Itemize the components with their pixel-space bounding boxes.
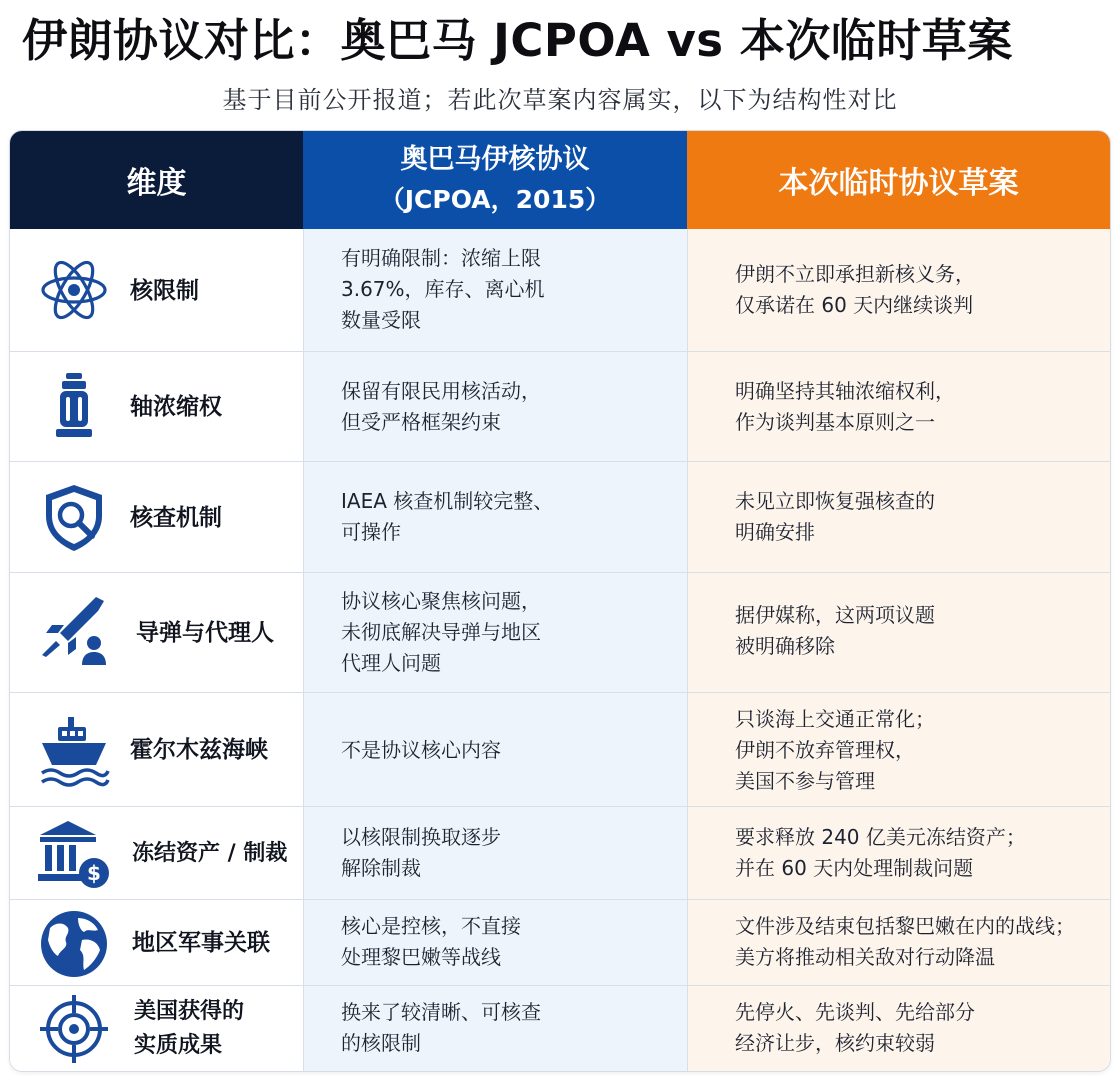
missile-person-icon <box>38 595 110 667</box>
jcpoa-text: 协议核心聚焦核问题， 未彻底解决导弹与地区 代理人问题 <box>341 589 541 675</box>
page-title: 伊朗协议对比：奥巴马 JCPOA vs 本次临时草案 <box>22 14 1013 67</box>
bank-dollar-icon <box>38 819 110 891</box>
table-row <box>10 693 1110 807</box>
table-row <box>10 573 1110 693</box>
jcpoa-text: IAEA 核查机制较完整、 可操作 <box>341 489 554 544</box>
header-jcpoa-line1: 奥巴马伊核协议 <box>400 144 590 175</box>
jcpoa-text: 核心是控核，不直接 处理黎巴嫩等战线 <box>341 914 521 969</box>
table-row <box>10 462 1110 573</box>
jcpoa-text: 有明确限制：浓缩上限 3.67%，库存、离心机 数量受限 <box>341 246 545 332</box>
draft-text: 伊朗不立即承担新核义务， 仅承诺在 60 天内继续谈判 <box>735 262 975 317</box>
draft-text: 未见立即恢复强核查的 明确安排 <box>735 489 935 544</box>
draft-text: 要求释放 240 亿美元冻结资产； 并在 60 天内处理制裁问题 <box>735 825 1026 880</box>
target-icon <box>38 993 110 1065</box>
globe-icon <box>38 908 110 980</box>
table-row <box>10 352 1110 462</box>
table-row <box>10 986 1110 1071</box>
comparison-table <box>10 131 1110 1071</box>
page-subtitle: 基于目前公开报道；若此次草案内容属实，以下为结构性对比 <box>222 86 898 114</box>
dimension-label: 核限制 <box>130 277 199 304</box>
table-row <box>10 900 1110 986</box>
draft-text: 明确坚持其轴浓缩权利， 作为谈判基本原则之一 <box>735 379 955 434</box>
header-dimension-label: 维度 <box>126 166 187 201</box>
jcpoa-text: 以核限制换取逐步 解除制裁 <box>341 825 501 880</box>
dimension-label: 霍尔木兹海峡 <box>130 737 268 763</box>
header-jcpoa <box>303 131 687 229</box>
jcpoa-text: 不是协议核心内容 <box>341 737 501 762</box>
dimension-label: 冻结资产 / 制裁 <box>132 840 288 866</box>
jcpoa-text: 换来了较清晰、可核查 的核限制 <box>341 1000 541 1055</box>
atom-icon <box>38 254 110 326</box>
draft-text: 据伊媒称，这两项议题 被明确移除 <box>735 603 935 658</box>
table-row <box>10 807 1110 900</box>
jcpoa-text: 保留有限民用核活动， 但受严格框架约束 <box>341 379 541 434</box>
dimension-label: 导弹与代理人 <box>136 620 274 646</box>
dimension-label: 轴浓缩权 <box>130 394 222 420</box>
dimension-label: 地区军事关联 <box>132 930 270 956</box>
draft-text: 先停火、先谈判、先给部分 经济让步，核约束较弱 <box>735 1000 975 1055</box>
draft-text: 只谈海上交通正常化； 伊朗不放弃管理权， 美国不参与管理 <box>735 707 935 793</box>
header-draft <box>687 131 1110 229</box>
header-draft-label: 本次临时协议草案 <box>778 166 1019 201</box>
dimension-label: 美国获得的 实质成果 <box>134 999 245 1058</box>
svg-text:$: $ <box>87 861 101 885</box>
header-jcpoa-line2: （JCPOA，2015） <box>379 185 611 214</box>
header-dimension <box>10 131 303 229</box>
table-row <box>10 229 1110 352</box>
draft-text: 文件涉及结束包括黎巴嫩在内的战线； 美方将推动相关敌对行动降温 <box>735 914 1075 969</box>
shield-search-icon <box>38 482 110 554</box>
centrifuge-icon <box>38 371 110 443</box>
ship-icon <box>38 715 110 787</box>
dimension-label: 核查机制 <box>130 504 222 531</box>
